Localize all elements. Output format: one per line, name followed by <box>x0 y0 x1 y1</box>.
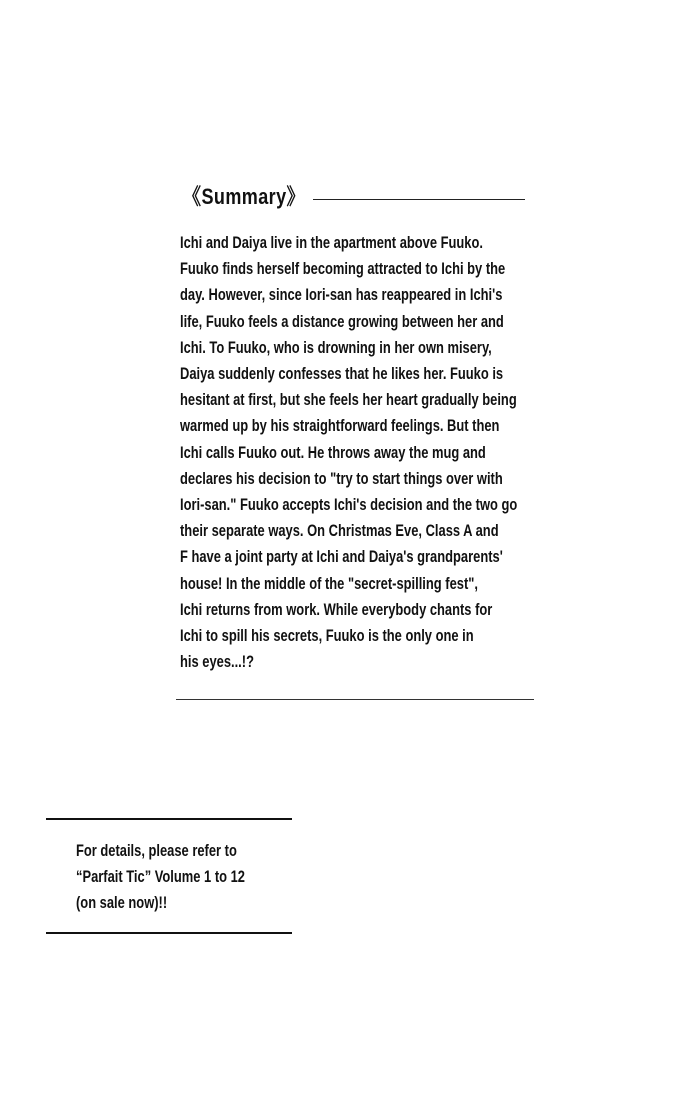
summary-body <box>180 230 698 675</box>
summary-heading <box>183 180 528 211</box>
summary-line: their separate ways. On Christmas Eve, Class A and <box>180 521 499 541</box>
summary-line: Ichi returns from work. While everybody chants for <box>180 599 493 619</box>
summary-line: Ichi. To Fuuko, who is drowning in her own misery, <box>180 337 492 357</box>
summary-line: his eyes...!? <box>180 652 254 672</box>
summary-line: declares his decision to "try to start things over with <box>180 468 503 488</box>
summary-line: hesitant at first, but she feels her heart gradually being <box>180 390 517 410</box>
summary-line: Ichi calls Fuuko out. He throws away the mug and <box>180 442 486 462</box>
summary-bottom-rule <box>176 699 534 700</box>
summary-line: house! In the middle of the "secret-spilling fest", <box>180 573 478 593</box>
details-line: For details, please refer to <box>76 841 237 860</box>
summary-line: life, Fuuko feels a distance growing between her and <box>180 311 504 331</box>
summary-line: warmed up by his straightforward feelings. But then <box>180 416 500 436</box>
summary-line: Fuuko finds herself becoming attracted to Ichi by the <box>180 259 506 279</box>
summary-line: day. However, since Iori-san has reappeared in Ichi's <box>180 285 503 305</box>
details-text <box>76 838 376 916</box>
summary-line: F have a joint party at Ichi and Daiya's grandparents' <box>180 547 503 567</box>
summary-line: Daiya suddenly confesses that he likes her. Fuuko is <box>180 364 504 384</box>
heading-rule <box>313 199 525 200</box>
details-line: (on sale now)!! <box>76 893 168 912</box>
summary-title: 《Summary》 <box>183 184 306 209</box>
details-line: “Parfait Tic” Volume 1 to 12 <box>76 867 245 886</box>
summary-line: Ichi and Daiya live in the apartment above Fuuko. <box>180 233 483 252</box>
summary-line: Ichi to spill his secrets, Fuuko is the only one in <box>180 626 474 646</box>
summary-line: Iori-san." Fuuko accepts Ichi's decision and the two go <box>180 495 518 515</box>
details-box <box>46 818 292 934</box>
